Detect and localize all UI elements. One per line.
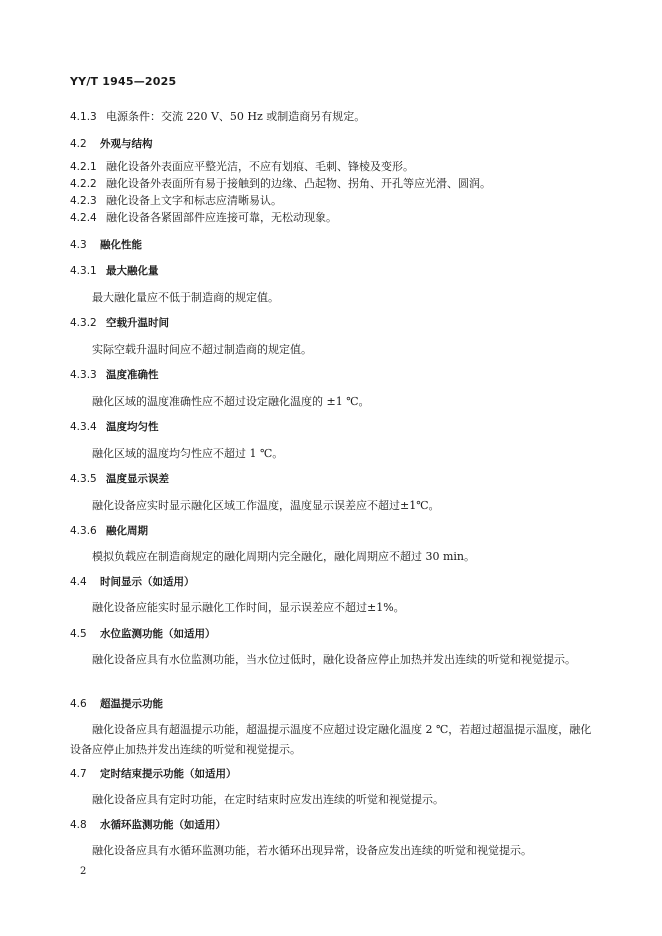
- section-number: 4.5: [70, 628, 87, 640]
- section-title: 时间显示（如适用）: [100, 576, 195, 588]
- clause-number: 4.3.5: [70, 473, 97, 485]
- section-number: 4.8: [70, 819, 87, 831]
- section-4-8-body: 融化设备应具有水循环监测功能，若水循环出现异常，设备应发出连续的听觉和视觉提示。: [92, 844, 532, 857]
- clause-text: 融化设备上文字和标志应清晰易认。: [106, 194, 282, 207]
- clause-number: 4.1.3: [70, 111, 97, 123]
- clause-4-3-6-heading: [70, 524, 148, 538]
- clause-text: 融化设备外表面应平整光洁，不应有划痕、毛刺、锋棱及变形。: [106, 160, 414, 173]
- section-number: 4.7: [70, 768, 87, 780]
- section-title: 超温提示功能: [100, 698, 163, 710]
- section-4-5-heading: [70, 627, 216, 641]
- clause-4-2-2: [70, 177, 491, 191]
- clause-number: 4.3.4: [70, 421, 97, 433]
- clause-4-2-1: [70, 160, 414, 174]
- clause-title: 融化周期: [106, 525, 148, 537]
- clause-number: 4.2.3: [70, 195, 97, 207]
- clause-title: 温度均匀性: [106, 421, 159, 433]
- clause-text: 融化设备外表面所有易于接触到的边缘、凸起物、拐角、开孔等应光滑、圆润。: [106, 177, 491, 190]
- clause-title: 空载升温时间: [106, 317, 169, 329]
- clause-text: 融化设备各紧固部件应连接可靠，无松动现象。: [106, 211, 337, 224]
- section-title: 定时结束提示功能（如适用）: [100, 768, 237, 780]
- clause-4-3-5-body: 融化设备应实时显示融化区域工作温度，温度显示误差应不超过±1℃。: [92, 499, 440, 512]
- section-4-8-heading: [70, 818, 226, 832]
- section-4-3-heading: [70, 238, 142, 252]
- clause-4-3-1-heading: [70, 264, 159, 278]
- clause-number: 4.2.1: [70, 161, 97, 173]
- section-title: 水循环监测功能（如适用）: [100, 819, 226, 831]
- section-number: 4.3: [70, 239, 87, 251]
- section-4-5-body: 融化设备应具有水位监测功能，当水位过低时，融化设备应停止加热并发出连续的听觉和视觉提示。: [92, 653, 576, 666]
- clause-4-3-4-body: 融化区域的温度均匀性应不超过 1 ℃。: [92, 447, 284, 460]
- clause-4-2-4: [70, 211, 337, 225]
- clause-4-3-3-body: 融化区域的温度准确性应不超过设定融化温度的 ±1 ℃。: [92, 395, 370, 408]
- section-4-7-body: 融化设备应具有定时功能，在定时结束时应发出连续的听觉和视觉提示。: [92, 793, 444, 806]
- clause-4-2-3: [70, 194, 282, 208]
- clause-title: 最大融化量: [106, 265, 159, 277]
- section-title: 水位监测功能（如适用）: [100, 628, 216, 640]
- clause-number: 4.2.4: [70, 212, 97, 224]
- document-header: [70, 75, 176, 88]
- clause-4-3-5-heading: [70, 472, 169, 486]
- clause-4-1-3: [70, 110, 365, 124]
- section-4-6-heading: [70, 697, 163, 711]
- section-number: 4.6: [70, 698, 87, 710]
- section-4-7-heading: [70, 767, 237, 781]
- clause-number: 4.3.2: [70, 317, 97, 329]
- clause-4-3-1-body: 最大融化量应不低于制造商的规定值。: [92, 291, 279, 304]
- clause-title: 温度显示误差: [106, 473, 169, 485]
- clause-number: 4.3.6: [70, 525, 97, 537]
- section-number: 4.4: [70, 576, 87, 588]
- section-title: 外观与结构: [100, 138, 153, 150]
- section-number: 4.2: [70, 138, 87, 150]
- clause-4-3-6-body: 模拟负载应在制造商规定的融化周期内完全融化，融化周期应不超过 30 min。: [92, 550, 476, 563]
- section-title: 融化性能: [100, 239, 142, 251]
- clause-4-3-4-heading: [70, 420, 159, 434]
- section-4-4-body: 融化设备应能实时显示融化工作时间，显示误差应不超过±1%。: [92, 601, 405, 614]
- clause-4-3-2-body: 实际空载升温时间应不超过制造商的规定值。: [92, 343, 312, 356]
- clause-number: 4.3.1: [70, 265, 97, 277]
- clause-4-3-3-heading: [70, 368, 159, 382]
- standard-number: YY/T 1945—2025: [70, 75, 177, 88]
- section-4-6-body: 融化设备应具有超温提示功能，超温提示温度不应超过设定融化温度 2 ℃，若超过超温提示温度，融化设备应停止加热并发出连续的听觉和视觉提示。: [70, 723, 592, 756]
- clause-number: 4.2.2: [70, 178, 97, 190]
- clause-number: 4.3.3: [70, 369, 97, 381]
- section-4-2-heading: [70, 137, 153, 151]
- clause-text: 电源条件：交流 220 V、50 Hz 或制造商另有规定。: [106, 110, 366, 123]
- clause-title: 温度准确性: [106, 369, 159, 381]
- page-number: 2: [80, 866, 87, 877]
- clause-4-3-2-heading: [70, 316, 169, 330]
- section-4-4-heading: [70, 575, 195, 589]
